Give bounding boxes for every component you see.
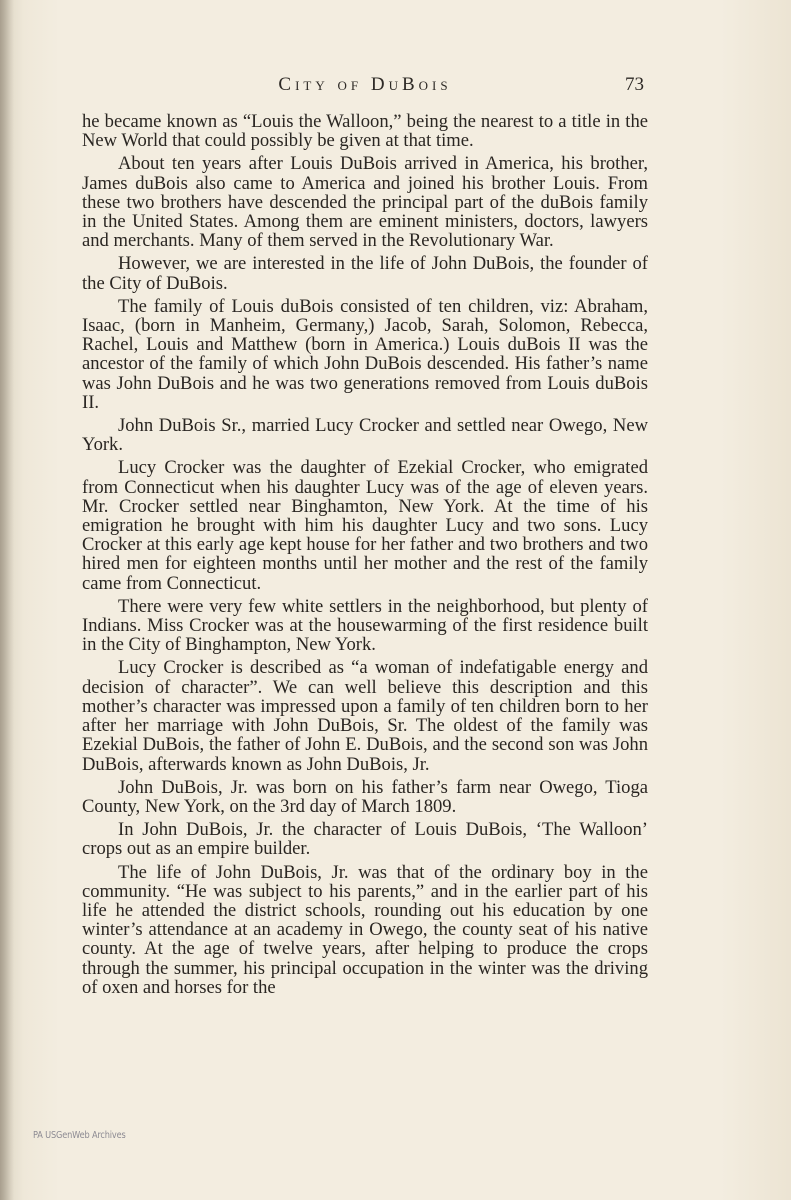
paragraph: John DuBois, Jr. was born on his father’s farm near Owego, Tioga County, New York, on the 3rd day of March 1809. <box>82 776 648 817</box>
paragraph: he became known as “Louis the Walloon,” being the nearest to a title in the New World that could possibly be given at that time. <box>82 111 648 152</box>
paragraph: There were very few white settlers in the neighborhood, but plenty of Indians. Miss Crocker was at the housewarming of the first residence built in the City of Binghampton, New York. <box>82 595 648 656</box>
paragraph: Lucy Crocker is described as “a woman of indefatigable energy and decision of character”. We can well believe this description and this mother’s character was impressed upon a family of ten children born to her after her marriage with John DuBois, Sr. The oldest of the family was Ezekial DuBois, the father of John E. DuBois, and the second son was John DuBois, afterwards known as John DuBois, Jr. <box>82 657 648 775</box>
archive-watermark: PA USGenWeb Archives <box>33 1130 126 1141</box>
running-head <box>82 74 648 100</box>
paragraph: John DuBois Sr., married Lucy Crocker and settled near Owego, New York. <box>82 415 648 456</box>
paragraph: About ten years after Louis DuBois arrived in America, his brother, James duBois also came to America and joined his brother Louis. From these two brothers have descended the principal part of the duBois family in the United States. Among them are eminent ministers, doctors, lawyers and merchants. Many of them served in the Revolutionary War. <box>82 153 648 252</box>
paragraph: In John DuBois, Jr. the character of Louis DuBois, ‘The Walloon’ crops out as an empire builder. <box>82 819 648 860</box>
body-text <box>82 112 648 1001</box>
page-number: 73 <box>625 74 644 95</box>
paragraph: Lucy Crocker was the daughter of Ezekial Crocker, who emigrated from Connecticut when his daughter Lucy was of the age of eleven years. Mr. Crocker settled near Binghamton, New York. At the time of his emigration he brought with him his daughter Lucy and two sons. Lucy Crocker at this early age kept house for her father and two brothers and two hired men for eighteen months until her mother and the rest of the family came from Connecticut. <box>82 457 648 594</box>
running-title: City of DuBois <box>278 74 452 95</box>
paragraph: The life of John DuBois, Jr. was that of the ordinary boy in the community. “He was subject to his parents,” and in the earlier part of his life he attended the district schools, rounding out his education by one winter’s attendance at an academy in Owego, the county seat of his native county. At the age of twelve years, after helping to produce the crops through the summer, his principal occupation in the winter was the driving of oxen and horses for the <box>82 861 648 998</box>
paragraph: However, we are interested in the life of John DuBois, the founder of the City of DuBois. <box>82 253 648 294</box>
spine-shadow <box>0 0 14 1200</box>
paragraph: The family of Louis duBois consisted of ten children, viz: Abraham, Isaac, (born in Manheim, Germany,) Jacob, Sarah, Solomon, Rebecca, Rachel, Louis and Matthew (born in America.) Louis duBois II was the ancestor of the family of which John DuBois descended. His father’s name was John DuBois and he was two generations removed from Louis duBois II. <box>82 295 648 413</box>
